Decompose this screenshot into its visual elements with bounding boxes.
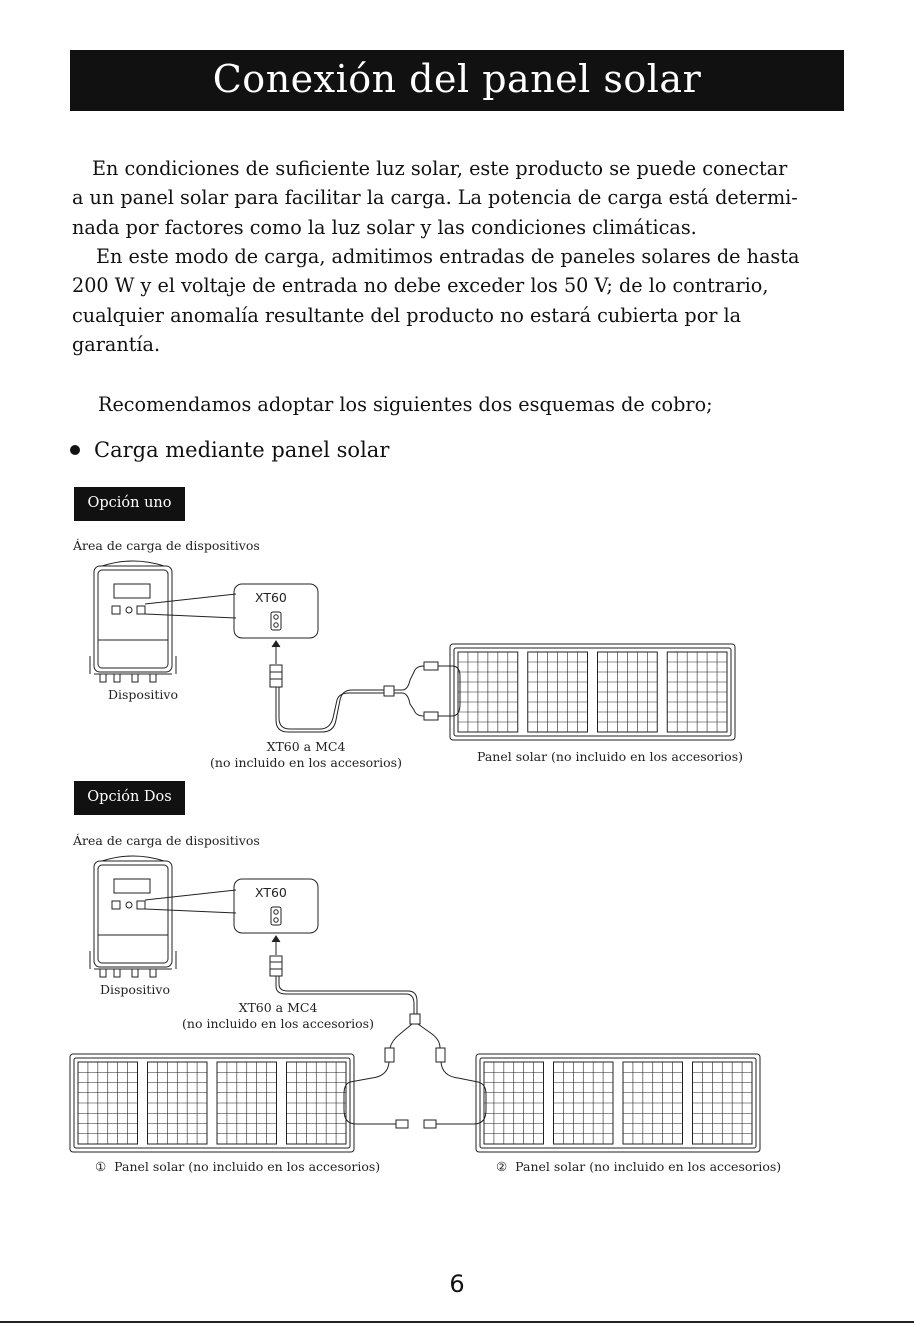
text-line: En condiciones de suficiente luz solar, este producto se puede conectar [92, 157, 788, 180]
option-two-area-label: Área de carga de dispositivos [73, 833, 260, 848]
text-line: nada por factores como la luz solar y las condiciones climáticas. [72, 215, 697, 239]
cable-name: XT60 a MC4 [238, 1000, 318, 1015]
text-line: a un panel solar para facilitar la carga. La potencia de carga está determi- [72, 186, 798, 210]
option-two-tag: Opción Dos [74, 781, 185, 815]
page-number: 6 [449, 1270, 465, 1298]
option-two-device-label: Dispositivo [100, 982, 170, 997]
option-one-area-label: Área de carga de dispositivos [73, 538, 260, 553]
cable-note: (no incluido en los accesorios) [210, 755, 402, 770]
text-line: 200 W y el voltaje de entrada no debe exceder los 50 V; de lo contrario, [72, 274, 769, 298]
solar-panel-illustration [70, 1054, 354, 1152]
cable-name: XT60 a MC4 [266, 739, 346, 754]
panel-label: Panel solar (no incluido en los accesorios) [114, 1159, 381, 1174]
option-one-device-label: Dispositivo [108, 687, 178, 702]
solar-panel-illustration [476, 1054, 760, 1152]
panel-label: Panel solar (no incluido en los accesorios) [515, 1159, 782, 1174]
option-two-port-label: XT60 [255, 885, 287, 900]
bullet-label: Carga mediante panel solar [94, 438, 390, 462]
option-one-tag: Opción uno [74, 487, 185, 521]
power-station-illustration [90, 856, 176, 977]
marker-1: ① [95, 1159, 107, 1174]
text-line: En este modo de carga, admitimos entradas de paneles solares de hasta [96, 245, 800, 268]
option-two-panel-2-label [496, 1159, 781, 1174]
option-one-panel-label: Panel solar (no incluido en los accesorios) [477, 749, 743, 764]
option-two-cable-label [178, 1000, 378, 1032]
marker-2: ② [496, 1159, 508, 1174]
recommendation-text: Recomendamos adoptar los siguientes dos esquemas de cobro; [98, 393, 713, 416]
option-two-panel-1-label [95, 1159, 380, 1174]
option-one-port-label: XT60 [255, 590, 287, 605]
footer-rule [0, 1321, 914, 1323]
page-title: Conexión del panel solar [70, 50, 844, 111]
text-line: cualquier anomalía resultante del producto no estará cubierta por la [72, 303, 742, 327]
cable-note: (no incluido en los accesorios) [182, 1016, 374, 1031]
text-line: garantía. [72, 333, 161, 357]
